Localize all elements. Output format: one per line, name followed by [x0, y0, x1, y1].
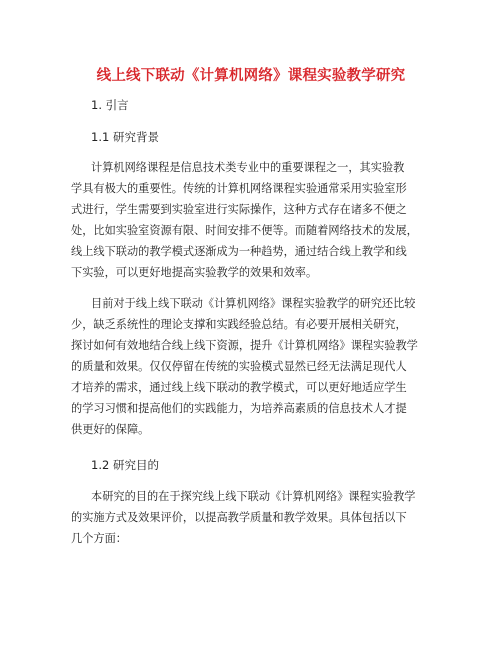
paragraph-1-line-1: 计算机网络课程是信息技术类专业中的重要课程之一，其实验教	[91, 161, 405, 174]
paragraph-2-line-1: 目前对于线上线下联动《计算机网络》课程实验教学的研究还比较	[91, 297, 416, 310]
document-title: 线上线下联动《计算机网络》课程实验教学研究	[96, 68, 406, 84]
paragraph-2-line-3: 探讨如何有效地结合线上线下资源，提升《计算机网络》课程实验教学	[71, 339, 418, 352]
paragraph-2-line-5: 才培养的需求，通过线上线下联动的教学模式，可以更好地适应学生	[71, 381, 407, 394]
paragraph-1-line-3: 式进行，学生需要到实验室进行实际操作，这种方式存在诸多不便之	[71, 203, 407, 216]
paragraph-1-line-5: 线上线下联动的教学模式逐渐成为一种趋势，通过结合线上教学和线	[71, 245, 407, 258]
paragraph-1-line-6: 下实验，可以更好地提高实验教学的效果和效率。	[71, 266, 318, 279]
section-heading-introduction: 1. 引言	[91, 98, 129, 112]
paragraph-1-line-2: 学具有极大的重要性。传统的计算机网络课程实验通常采用实验室形	[71, 182, 407, 195]
paragraph-3-line-2: 的实施方式及效果评价，以提高教学质量和教学效果。具体包括以下	[71, 511, 407, 524]
paragraph-1-line-4: 处，比如实验室资源有限、时间安排不便等。而随着网络技术的发展，	[71, 224, 418, 237]
section-heading-background: 1.1 研究背景	[91, 130, 159, 144]
paragraph-2-line-7: 供更好的保障。	[71, 423, 150, 436]
section-heading-purpose: 1.2 研究目的	[91, 458, 159, 472]
paragraph-3-line-1: 本研究的目的在于探究线上线下联动《计算机网络》课程实验教学	[91, 490, 416, 503]
paragraph-2-line-2: 少，缺乏系统性的理论支撑和实践经验总结。有必要开展相关研究，	[71, 318, 407, 331]
paragraph-2-line-6: 的学习习惯和提高他们的实践能力，为培养高素质的信息技术人才提	[71, 402, 407, 415]
paragraph-3-line-3: 几个方面：	[71, 532, 127, 545]
paragraph-2-line-4: 的质量和效果。仅仅停留在传统的实验模式显然已经无法满足现代人	[71, 360, 407, 373]
